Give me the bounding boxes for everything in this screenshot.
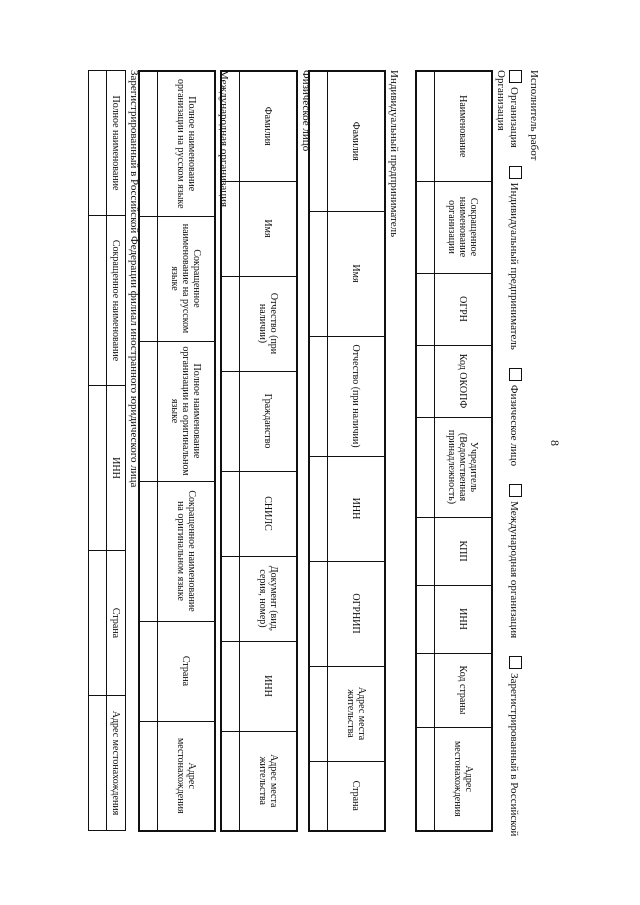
column-header: ИНН [328, 456, 386, 561]
column-header: Полное наименование организации на оригинальном языке [158, 341, 216, 481]
table-cell[interactable] [416, 653, 435, 727]
column-header: СНИЛС [240, 471, 298, 556]
column-header: Имя [240, 181, 298, 276]
table-cell[interactable] [416, 71, 435, 181]
table-row [139, 71, 158, 831]
executor-option-branch[interactable]: Зарегистрированный в Российской [508, 656, 522, 836]
executor-type-options [506, 70, 524, 850]
column-header: Адрес местонахождения [107, 696, 126, 831]
entrepreneur-title: Индивидуальный предприниматель [388, 70, 400, 238]
table-cell[interactable] [139, 721, 158, 831]
table-cell[interactable] [416, 273, 435, 345]
column-header: Сокращенное наименование [107, 216, 126, 386]
table-cell[interactable] [89, 386, 107, 551]
international-table [138, 70, 216, 832]
table-cell[interactable] [139, 341, 158, 481]
table-header-row [328, 71, 386, 831]
column-header: Код страны [435, 653, 493, 727]
table-cell[interactable] [309, 666, 328, 761]
checkbox[interactable] [509, 166, 522, 179]
column-header: Код ОКОПФ [435, 345, 493, 417]
executor-label: Исполнитель работ [528, 70, 540, 161]
table-row [89, 71, 107, 831]
executor-option-entrepreneur[interactable]: Индивидуальный предприниматель [508, 166, 522, 350]
international-title: Международная организация [218, 70, 230, 208]
table-cell[interactable] [89, 696, 107, 831]
checkbox[interactable] [509, 70, 522, 83]
executor-option-organization[interactable]: Организация [508, 70, 522, 148]
column-header: Гражданство [240, 371, 298, 471]
table-cell[interactable] [221, 471, 240, 556]
column-header: Фамилия [240, 71, 298, 181]
organization-table [415, 70, 493, 832]
table-cell[interactable] [221, 371, 240, 471]
table-cell[interactable] [309, 336, 328, 456]
column-header: Отчество (при наличии) [328, 336, 386, 456]
executor-option-international[interactable]: Международная организация [508, 484, 522, 638]
column-header: Имя [328, 211, 386, 336]
table-cell[interactable] [416, 585, 435, 653]
table-cell[interactable] [416, 345, 435, 417]
table-cell[interactable] [89, 216, 107, 386]
table-row [416, 71, 435, 831]
table-cell[interactable] [221, 641, 240, 731]
column-header: Полное наименование организации на русском языке [158, 71, 216, 216]
branch-table [88, 70, 126, 831]
table-cell[interactable] [89, 551, 107, 696]
table-cell[interactable] [309, 761, 328, 831]
table-cell[interactable] [139, 481, 158, 621]
table-cell[interactable] [416, 517, 435, 585]
column-header: Страна [328, 761, 386, 831]
table-cell[interactable] [89, 71, 107, 216]
column-header: ОГРН [435, 273, 493, 345]
column-header: ИНН [240, 641, 298, 731]
table-cell[interactable] [221, 556, 240, 641]
table-header-row [435, 71, 493, 831]
column-header: КПП [435, 517, 493, 585]
individual-title: Физическое лицо [300, 70, 312, 152]
column-header: Документ (вид, серия, номер) [240, 556, 298, 641]
column-header: Сокращенное наименование организации [435, 181, 493, 273]
checkbox[interactable] [509, 484, 522, 497]
table-cell[interactable] [139, 216, 158, 341]
column-header: Страна [158, 621, 216, 721]
branch-title: Зарегистрированный в Российской Федерации филиал иностранного юридического лица [128, 70, 140, 488]
column-header: ИНН [435, 585, 493, 653]
table-header-row [107, 71, 126, 831]
organization-title: Организация [495, 70, 507, 131]
page-number: 8 [548, 440, 562, 446]
column-header: Страна [107, 551, 126, 696]
column-header: ОГРНИП [328, 561, 386, 666]
entrepreneur-table [308, 70, 386, 832]
column-header: Учредитель (Ведомственная принадлежность) [435, 417, 493, 517]
column-header: Наименование [435, 71, 493, 181]
individual-table [220, 70, 298, 832]
table-row [309, 71, 328, 831]
column-header: Отчество (при наличии) [240, 276, 298, 371]
table-header-row [158, 71, 216, 831]
column-header: Адрес местонахождения [158, 721, 216, 831]
column-header: Сокращенное наименование на русском языке [158, 216, 216, 341]
table-cell[interactable] [416, 727, 435, 831]
column-header: Адрес места жительства [240, 731, 298, 831]
table-cell[interactable] [139, 621, 158, 721]
column-header: Полное наименование [107, 71, 126, 216]
table-cell[interactable] [139, 71, 158, 216]
table-cell[interactable] [309, 561, 328, 666]
table-cell[interactable] [221, 276, 240, 371]
table-cell[interactable] [416, 417, 435, 517]
column-header: Адрес места жительства [328, 666, 386, 761]
table-cell[interactable] [309, 211, 328, 336]
checkbox[interactable] [509, 656, 522, 669]
table-header-row [240, 71, 298, 831]
column-header: ИНН [107, 386, 126, 551]
checkbox[interactable] [509, 368, 522, 381]
column-header: Адрес местонахождения [435, 727, 493, 831]
table-cell[interactable] [309, 456, 328, 561]
table-cell[interactable] [221, 731, 240, 831]
column-header: Фамилия [328, 71, 386, 211]
column-header: Сокращенное наименование на оригинальном языке [158, 481, 216, 621]
table-cell[interactable] [416, 181, 435, 273]
executor-option-individual[interactable]: Физическое лицо [508, 368, 522, 466]
